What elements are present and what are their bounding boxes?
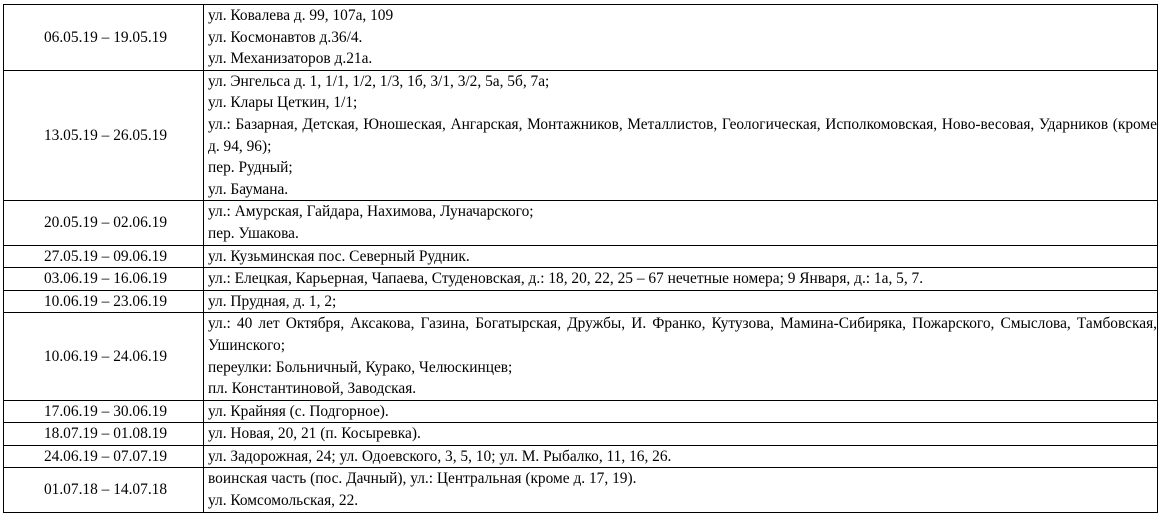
table-row bbox=[4, 201, 1158, 245]
table-row bbox=[4, 70, 1158, 201]
address-cell bbox=[204, 400, 1158, 423]
address-line: ул.: Елецкая, Карьерная, Чапаева, Студеновская, д.: 18, 20, 22, 25 – 67 нечетные номера; 9 Января, д.: 1а, 5, 7. bbox=[208, 270, 924, 288]
address-line: ул. Задорожная, 24; ул. Одоевского, 3, 5, 10; ул. М. Рыбалко, 11, 16, 26. bbox=[208, 447, 672, 465]
address-cell bbox=[204, 5, 1158, 71]
period-cell: 03.06.19 – 16.06.19 bbox=[4, 268, 204, 291]
period-cell: 06.05.19 – 19.05.19 bbox=[4, 5, 204, 71]
period-cell: 01.07.18 – 14.07.18 bbox=[4, 468, 204, 512]
schedule-table bbox=[3, 4, 1158, 513]
address-line: пл. Константиновой, Заводская. bbox=[208, 380, 417, 398]
period-cell: 20.05.19 – 02.06.19 bbox=[4, 201, 204, 245]
address-line: ул. Ковалева д. 99, 107а, 109 bbox=[208, 7, 394, 24]
address-line: ул.: Амурская, Гайдара, Нахимова, Луначарского; bbox=[208, 203, 534, 221]
schedule-body bbox=[4, 5, 1158, 513]
address-line: ул. Клары Цеткин, 1/1; bbox=[208, 94, 358, 112]
address-line: ул.: Базарная, Детская, Юношеская, Ангарская, Монтажников, Металлистов, Геологическая, Исполкомовская, Ново-весовая, Ударников (кроме д. 94, 96); bbox=[208, 115, 1157, 155]
address-line: ул. Новая, 20, 21 (п. Косыревка). bbox=[208, 425, 421, 443]
address-cell bbox=[204, 201, 1158, 245]
period-cell: 18.07.19 – 01.08.19 bbox=[4, 423, 204, 446]
address-cell bbox=[204, 290, 1158, 313]
address-cell bbox=[204, 445, 1158, 468]
address-line: ул. Прудная, д. 1, 2; bbox=[208, 292, 337, 310]
address-cell bbox=[204, 313, 1158, 400]
period-cell: 24.06.19 – 07.07.19 bbox=[4, 445, 204, 468]
table-row bbox=[4, 445, 1158, 468]
address-line: пер. Рудный; bbox=[208, 159, 293, 177]
table-row bbox=[4, 5, 1158, 71]
address-line: ул. Космонавтов д.36/4. bbox=[208, 28, 363, 46]
period-cell: 10.06.19 – 23.06.19 bbox=[4, 290, 204, 313]
address-line: ул. Баумана. bbox=[208, 180, 289, 198]
address-line: воинская часть (пос. Дачный), ул.: Центральная (кроме д. 17, 19). bbox=[208, 470, 637, 488]
table-row bbox=[4, 268, 1158, 291]
table-row bbox=[4, 245, 1158, 268]
address-line: ул.: 40 лет Октября, Аксакова, Газина, Богатырская, Дружбы, И. Франко, Кутузова, Мамина-Сибиряка, Пожарского, Смыслова, Тамбовская, Ушинского; bbox=[208, 315, 1157, 354]
address-cell bbox=[204, 468, 1158, 512]
address-line: ул. Механизаторов д.21а. bbox=[208, 50, 373, 68]
address-line: ул. Комсомольская, 22. bbox=[208, 492, 359, 510]
period-cell: 13.05.19 – 26.05.19 bbox=[4, 70, 204, 201]
address-cell bbox=[204, 245, 1158, 268]
address-line: ул. Кузьминская пос. Северный Рудник. bbox=[208, 247, 470, 265]
address-cell bbox=[204, 268, 1158, 291]
address-cell bbox=[204, 70, 1158, 201]
period-cell: 10.06.19 – 24.06.19 bbox=[4, 313, 204, 400]
table-row bbox=[4, 313, 1158, 400]
address-line: ул. Крайняя (с. Подгорное). bbox=[208, 402, 389, 420]
address-line: пер. Ушакова. bbox=[208, 224, 299, 242]
table-row bbox=[4, 290, 1158, 313]
address-line: ул. Энгельса д. 1, 1/1, 1/2, 1/3, 1б, 3/1, 3/2, 5а, 5б, 7а; bbox=[208, 72, 550, 90]
table-row bbox=[4, 400, 1158, 423]
table-row bbox=[4, 423, 1158, 446]
period-cell: 27.05.19 – 09.06.19 bbox=[4, 245, 204, 268]
address-cell bbox=[204, 423, 1158, 446]
table-row bbox=[4, 468, 1158, 512]
period-cell: 17.06.19 – 30.06.19 bbox=[4, 400, 204, 423]
address-line: переулки: Больничный, Курако, Челюскинцев; bbox=[208, 358, 513, 376]
